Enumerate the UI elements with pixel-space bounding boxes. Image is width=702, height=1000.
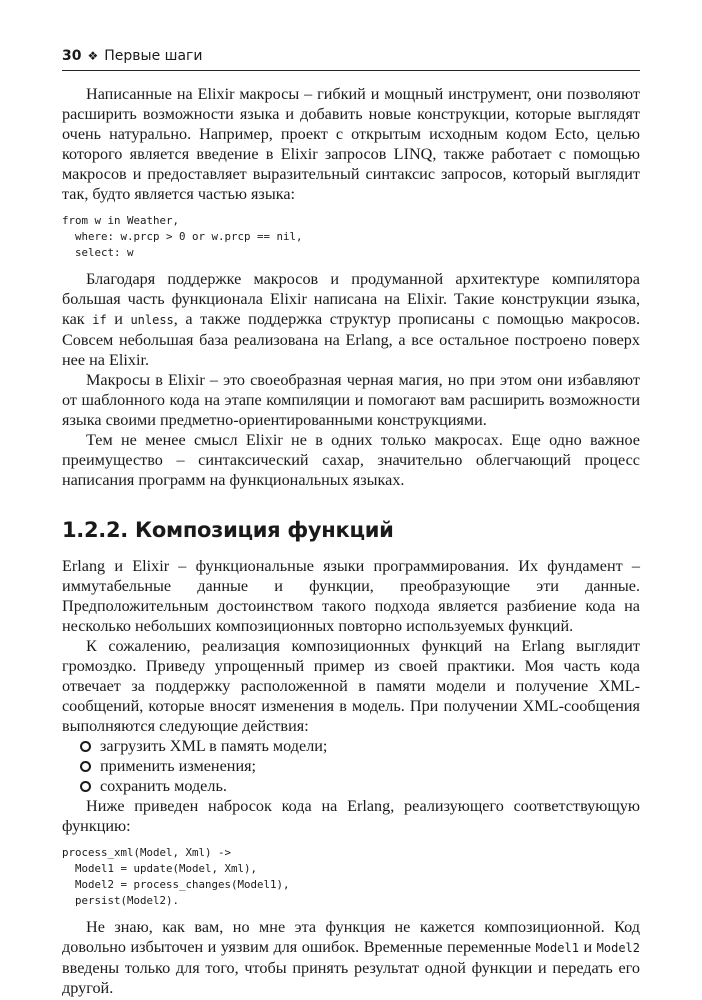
inline-code-unless: unless bbox=[130, 313, 174, 327]
p8-text-c: введены только для того, чтобы принять результат одной функции и передать его другой. bbox=[62, 959, 640, 997]
list-item bbox=[80, 756, 640, 776]
paragraph-8 bbox=[62, 917, 640, 998]
circle-bullet-icon bbox=[80, 781, 91, 792]
circle-bullet-icon bbox=[80, 741, 91, 752]
paragraph-2 bbox=[62, 269, 640, 370]
page-body bbox=[62, 84, 640, 998]
list-item-text: загрузить XML в память модели; bbox=[100, 737, 328, 755]
page-number: 30 bbox=[62, 48, 82, 64]
section-heading: 1.2.2. Композиция функций bbox=[62, 518, 394, 542]
list-item-text: применить изменения; bbox=[100, 757, 257, 775]
running-header bbox=[62, 44, 640, 68]
list-item bbox=[80, 736, 640, 756]
inline-code-if: if bbox=[92, 313, 107, 327]
paragraph-1: Написанные на Elixir макросы – гибкий и мощный инструмент, они позволяют расширить возможности языка и добавить новые конструкции, которые выглядят очень натурально. Например, проект с открытым исходным кодом Ecto, целью которого является введение в Elixir запросов LINQ, также работает с помощью макросов и предоставляет выразительный синтаксис запросов, который выглядит так, будто является частью языка: bbox=[62, 85, 640, 203]
p8-text-a: Не знаю, как вам, но мне эта функция не кажется композиционной. Код довольно избыточен и уязвим для ошибок. Временные переменные bbox=[62, 918, 640, 956]
inline-code-model2: Model2 bbox=[596, 941, 640, 955]
code-block-erlang: process_xml(Model, Xml) -> Model1 = update(Model, Xml), Model2 = process_changes(Model1), persist(Model2). bbox=[62, 846, 290, 907]
p2-text-a: Благодаря поддержке макросов и продуманной архитектуре компилятора большая часть функционала Elixir написана на Elixir. Такие конструкции языка, как bbox=[62, 270, 640, 328]
code-block-ecto: from w in Weather, where: w.prcp > 0 or w.prcp == nil, select: w bbox=[62, 214, 303, 259]
chapter-title: Первые шаги bbox=[104, 48, 203, 64]
paragraph-6: К сожалению, реализация композиционных функций на Erlang выглядит громоздко. Приведу упрощенный пример из своей практики. Моя часть кода отвечает за поддержку расположенной в памяти модели и получение XML-сообщений, которые вносят изменения в модель. При получении XML-сообщения выполняются следующие действия: bbox=[62, 637, 640, 735]
paragraph-3: Макросы в Elixir – это своеобразная черная магия, но при этом они избавляют от шаблонного кода на этапе компиляции и помогают вам расширить возможности языка своими предметно-ориентированными конструкциями. bbox=[62, 371, 640, 429]
paragraph-5: Erlang и Elixir – функциональные языки программирования. Их фундамент – иммутабельные данные и функции, преобразующие эти данные. Предположительным достоинством такого подхода является разбиение кода на несколько небольших композиционных повторно используемых функций. bbox=[62, 557, 640, 635]
action-list bbox=[62, 736, 640, 796]
list-item-text: сохранить модель. bbox=[100, 777, 227, 795]
ornament-icon: ❖ bbox=[87, 49, 99, 63]
circle-bullet-icon bbox=[80, 761, 91, 772]
inline-code-model1: Model1 bbox=[535, 941, 579, 955]
p2-text-b: и bbox=[106, 310, 131, 328]
list-item bbox=[80, 776, 640, 796]
p8-text-b: и bbox=[578, 938, 597, 956]
header-rule bbox=[62, 70, 640, 71]
paragraph-4: Тем не менее смысл Elixir не в одних только макросах. Еще одно важное преимущество – синтаксический сахар, значительно облегчающий процесс написания программ на функциональных языках. bbox=[62, 431, 640, 489]
paragraph-7: Ниже приведен набросок кода на Erlang, реализующего соответствующую функцию: bbox=[62, 797, 640, 835]
p2-text-c: , а также поддержка структур прописаны с помощью макросов. Совсем небольшая база реализована на Erlang, а все остальное построено поверх нее на Elixir. bbox=[62, 310, 640, 369]
